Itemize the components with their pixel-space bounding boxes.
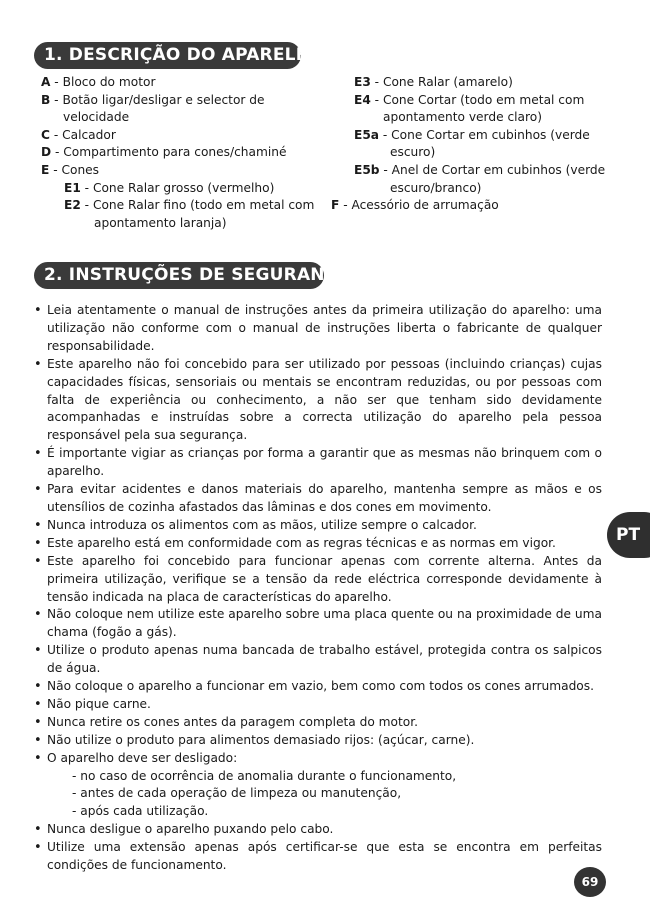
- parts-list-left: [41, 74, 331, 232]
- list-item: • Nunca retire os cones antes da paragem completa do motor.: [34, 714, 602, 732]
- part-item-e5b: E5b - Anel de Cortar em cubinhos (verde escuro/branco): [354, 162, 606, 195]
- list-item: • Nunca desligue o aparelho puxando pelo cabo.: [34, 821, 602, 839]
- part-item-b: B - Botão ligar/desligar e selector de velocidade: [41, 92, 265, 125]
- list-item: • Não coloque o aparelho a funcionar em vazio, bem como com todos os cones arrumados.: [34, 678, 602, 696]
- part-item-a: A - Bloco do motor: [41, 75, 156, 89]
- list-item: • Não utilize o produto para alimentos demasiado rijos: (açúcar, carne).: [34, 732, 602, 750]
- disconnect-case: - após cada utilização.: [72, 804, 209, 819]
- list-item: • Não pique carne.: [34, 696, 602, 714]
- part-item-e2: E2 - Cone Ralar fino (todo em metal com apontamento laranja): [64, 198, 315, 230]
- part-item-c: C - Calcador: [41, 127, 116, 142]
- list-item-disconnect: • O aparelho deve ser desligado: - no caso de ocorrência de anomalia durante o funcionamento, - antes de cada operação de limpeza ou manutenção, - após cada utilização.: [34, 750, 602, 822]
- language-tab: PT: [607, 512, 650, 558]
- list-item: • Este aparelho foi concebido para funcionar apenas com corrente alterna. Antes da primeira utilização, verifique se a tensão da rede eléctrica corresponde devidamente à tensão indicada na placa de características do aparelho.: [34, 553, 602, 607]
- disconnect-case: - antes de cada operação de limpeza ou manutenção,: [72, 786, 402, 801]
- list-item: • Leia atentamente o manual de instruções antes da primeira utilização do aparelho: uma utilização não conforme com o manual de instruções liberta o fabricante de qualquer responsabilidade.: [34, 302, 602, 356]
- list-item: • Utilize o produto apenas numa bancada de trabalho estável, protegida contra os salpicos de água.: [34, 642, 602, 678]
- section-2-title: 2. INSTRUÇÕES DE SEGURANÇA: [34, 262, 324, 289]
- section-1-title: 1. DESCRIÇÃO DO APARELHO: [34, 42, 301, 69]
- part-item-e5a: E5a - Cone Cortar em cubinhos (verde escuro): [354, 127, 590, 160]
- list-item: • Não coloque nem utilize este aparelho sobre uma placa quente ou na proximidade de uma chama (fogão a gás).: [34, 606, 602, 642]
- part-item-e3: E3 - Cone Ralar (amarelo): [354, 75, 513, 89]
- page-number: 69: [574, 867, 606, 897]
- safety-instructions-list: [34, 302, 602, 875]
- part-item-f: F - Acessório de arrumação: [331, 198, 499, 213]
- part-item-d: D - Compartimento para cones/chaminé: [41, 145, 287, 160]
- part-item-e: E - Cones: [41, 162, 100, 177]
- list-item: • Para evitar acidentes e danos materiais do aparelho, mantenha sempre as mãos e os utensílios de cozinha afastados das lâminas e dos cones em movimento.: [34, 481, 602, 517]
- list-item: • Este aparelho não foi concebido para ser utilizado por pessoas (incluindo crianças) cujas capacidades físicas, sensoriais ou mentais se encontram reduzidas, ou por pessoas com falta de experiência ou conhecimento, a não ser que tenham sido devidamente acompanhadas e instruídas sobre a correcta utilização do aparelho pela pessoa responsável pela sua segurança.: [34, 356, 602, 446]
- list-item: • Este aparelho está em conformidade com as regras técnicas e as normas em vigor.: [34, 535, 602, 553]
- parts-list-right: [331, 74, 621, 215]
- list-item: • É importante vigiar as crianças por forma a garantir que as mesmas não brinquem com o aparelho.: [34, 445, 602, 481]
- list-item: • Utilize uma extensão apenas após certificar-se que esta se encontra em perfeitas condições de funcionamento.: [34, 839, 602, 875]
- list-item: • Nunca introduza os alimentos com as mãos, utilize sempre o calcador.: [34, 517, 602, 535]
- part-item-e1: E1 - Cone Ralar grosso (vermelho): [64, 180, 275, 195]
- disconnect-case: - no caso de ocorrência de anomalia durante o funcionamento,: [72, 768, 457, 783]
- part-item-e4: E4 - Cone Cortar (todo em metal com apontamento verde claro): [354, 92, 585, 125]
